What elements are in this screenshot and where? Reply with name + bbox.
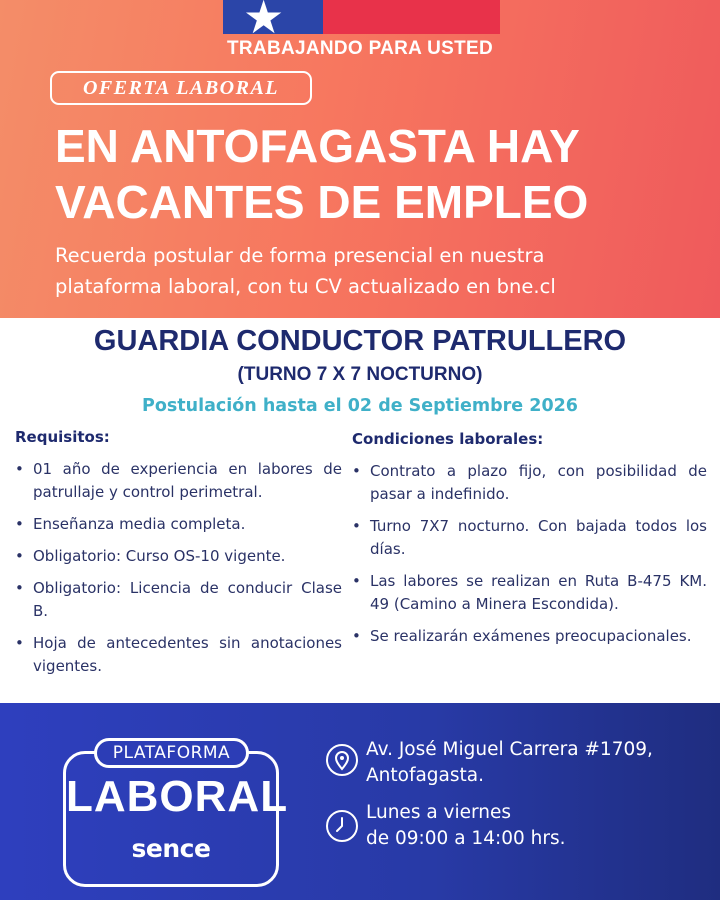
job-shift: (TURNO 7 X 7 NOCTURNO) [237, 364, 483, 385]
list-item: • Las labores se realizan en Ruta B-475 KM. 49 (Camino a Minera Escondida). [352, 570, 707, 616]
logo-top-label: PLATAFORMA [94, 738, 249, 768]
sence-brand: sence [131, 834, 211, 863]
chile-flag-emblem [223, 0, 500, 44]
headline [55, 118, 695, 230]
application-deadline: Postulación hasta el 02 de Septiembre 2026 [142, 396, 578, 416]
job-offer-badge: OFERTA LABORAL [50, 71, 312, 105]
hours-line-1: Lunes a viernes [366, 802, 512, 823]
list-item: • Obligatorio: Curso OS-10 vigente. [15, 545, 342, 568]
address-line-2: Antofagasta. [366, 765, 484, 786]
address [366, 737, 653, 789]
subline [55, 240, 705, 302]
opening-hours [366, 800, 565, 852]
subline-line-2: plataforma laboral, con tu CV actualizado en bne.cl [55, 275, 556, 298]
conditions-section [352, 430, 707, 657]
requirements-heading: Requisitos: [15, 428, 110, 446]
conditions-list [352, 460, 707, 648]
address-line-1: Av. José Miguel Carrera #1709, [366, 739, 653, 760]
list-item: • Hoja de antecedentes sin anotaciones vigentes. [15, 632, 342, 678]
logo-main-label: LABORAL [66, 772, 289, 821]
conditions-heading: Condiciones laborales: [352, 430, 544, 448]
clock-icon [325, 809, 359, 843]
flag-red-field [323, 0, 500, 34]
list-item: • Contrato a plazo fijo, con posibilidad de pasar a indefinido. [352, 460, 707, 506]
plataforma-laboral-logo [63, 743, 289, 887]
headline-line-2: VACANTES DE EMPLEO [55, 176, 589, 228]
list-item: • Obligatorio: Licencia de conducir Clase B. [15, 577, 342, 623]
hours-line-2: de 09:00 a 14:00 hrs. [366, 828, 566, 849]
hero-banner [0, 0, 720, 318]
list-item: • Se realizarán exámenes preocupacionales. [352, 625, 707, 648]
job-title: GUARDIA CONDUCTOR PATRULLERO [93, 325, 627, 357]
list-item: • 01 año de experiencia en labores de patrullaje y control perimetral. [15, 458, 342, 504]
star-icon: ★ [243, 0, 285, 44]
requirements-section [15, 428, 342, 687]
headline-line-1: EN ANTOFAGASTA HAY [55, 120, 580, 172]
location-pin-icon [325, 743, 359, 777]
tagline: TRABAJANDO PARA USTED [227, 38, 493, 59]
list-item: • Turno 7X7 nocturno. Con bajada todos los días. [352, 515, 707, 561]
list-item: • Enseñanza media completa. [15, 513, 342, 536]
footer-contact [0, 703, 720, 900]
requirements-list [15, 458, 342, 678]
subline-line-1: Recuerda postular de forma presencial en nuestra [55, 244, 545, 267]
